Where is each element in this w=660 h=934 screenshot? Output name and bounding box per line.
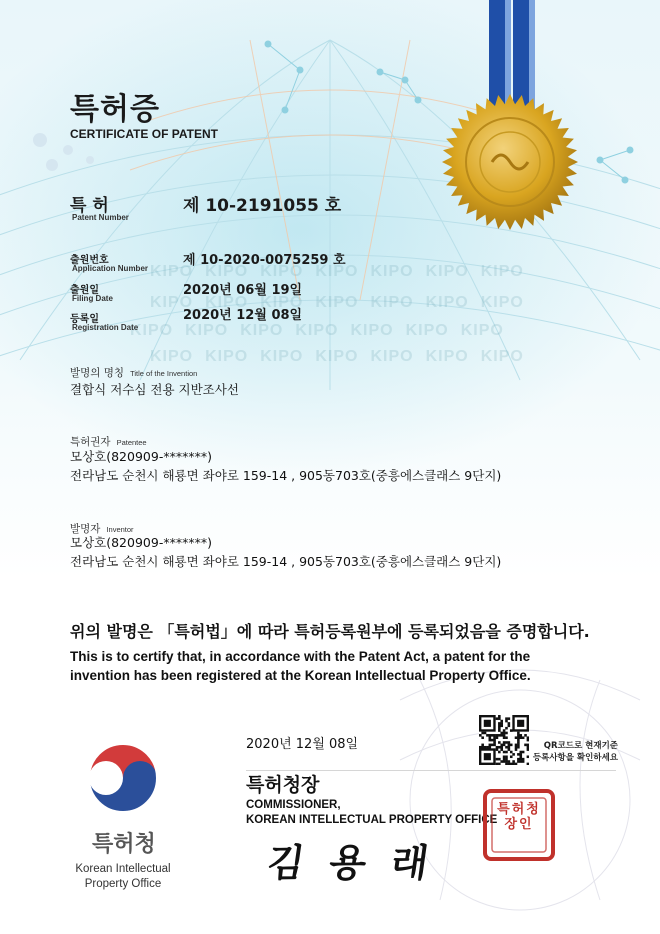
qr-caption [528,740,618,764]
registration-date-label: 등록일 [70,314,99,325]
commissioner-title-ko: 특허청장 [246,774,320,796]
certification-text-en-line2: invention has been registered at the Korean Intellectual Property Office. [70,668,531,683]
page-subtitle: CERTIFICATE OF PATENT [70,127,218,141]
filing-date-value: 2020년 06월 19일 [183,283,303,298]
patentee-address: 전라남도 순천시 해룡면 좌야로 159-14 , 905동703호(중흥에스클래스 9단지) [70,468,502,483]
watermark-text: KIPO [370,294,414,311]
patentee-name: 모상호(820909-*******) [70,449,212,464]
office-name-en-line2: Property Office [84,878,162,890]
watermark-text: KIPO [425,348,469,365]
watermark-text: KIPO [370,263,414,280]
kipo-logo-icon [83,738,163,818]
watermark-text: KIPO [425,294,469,311]
filing-date-label: 출원일 [70,285,99,296]
qr-caption-line1: QR코드로 현재기준 [543,741,618,751]
gold-seal-icon [440,92,580,232]
certification-text-en-line1: This is to certify that, in accordance with the Patent Act, a patent for the [70,649,531,664]
official-stamp-text: 특허청장인 [497,802,541,832]
qr-code-icon[interactable] [479,715,529,765]
filing-date-label-en: Filing Date [72,294,113,303]
watermark-text: KIPO [295,322,339,339]
inventor-address: 전라남도 순천시 해룡면 좌야로 159-14 , 905동703호(중흥에스클래스 9단지) [70,554,502,569]
application-number-label-en: Application Number [72,264,149,273]
watermark-text: KIPO [480,348,524,365]
certification-text-ko: 위의 발명은 「특허법」에 따라 특허등록원부에 등록되었음을 증명합니다. [70,622,590,641]
watermark-row [150,348,536,366]
registration-date-value: 2020년 12월 08일 [183,308,303,323]
watermark-text: KIPO [150,263,194,280]
patent-number-value: 제 10-2191055 호 [183,196,342,216]
watermark-text: KIPO [205,348,249,365]
watermark-text: KIPO [260,263,304,280]
watermark-text: KIPO [260,348,304,365]
watermark-text: KIPO [315,263,359,280]
watermark-text: KIPO [150,294,194,311]
office-name-en-line1: Korean Intellectual [75,863,171,875]
issue-date: 2020년 12월 08일 [246,737,359,752]
invention-title-label: 발명의 명칭 [70,367,125,379]
application-number-label: 출원번호 [70,255,109,266]
patentee-label-en: Patentee [116,438,147,447]
inventor-label-en: Inventor [106,525,134,534]
watermark-text: KIPO [315,348,359,365]
invention-title-label-en: Title of the Invention [130,369,198,378]
commissioner-title-en-line1: COMMISSIONER, [246,799,341,811]
inventor-name: 모상호(820909-*******) [70,535,212,550]
watermark-text: KIPO [480,263,524,280]
page-title: 특허증 [70,92,160,127]
office-name-ko: 특허청 [92,832,156,857]
qr-caption-line2: 등록사항을 확인하세요 [532,753,618,763]
watermark-text: KIPO [480,294,524,311]
patentee-label: 특허권자 [70,436,111,448]
watermark-text: KIPO [315,294,359,311]
watermark-text: KIPO [130,322,174,339]
watermark-row [130,322,516,340]
watermark-text: KIPO [240,322,284,339]
watermark-text: KIPO [350,322,394,339]
patent-number-label: 특 허 [70,196,109,216]
commissioner-signature: 김 용 래 [264,840,438,885]
watermark-text: KIPO [370,348,414,365]
application-number-value: 제 10-2020-0075259 호 [183,253,346,268]
commissioner-title-en-line2: KOREAN INTELLECTUAL PROPERTY OFFICE [246,814,498,826]
registration-date-label-en: Registration Date [72,323,139,332]
patent-number-label-en: Patent Number [72,213,129,222]
watermark-text: KIPO [460,322,504,339]
invention-title-heading [70,361,197,380]
watermark-text: KIPO [405,322,449,339]
watermark-text: KIPO [205,294,249,311]
watermark-text: KIPO [150,348,194,365]
watermark-text: KIPO [205,263,249,280]
watermark-text: KIPO [260,294,304,311]
inventor-label: 발명자 [70,523,101,535]
office-name-en [60,862,186,892]
invention-title-value: 결합식 저수심 전용 지반조사선 [70,382,239,397]
watermark-text: KIPO [425,263,469,280]
watermark-text: KIPO [185,322,229,339]
